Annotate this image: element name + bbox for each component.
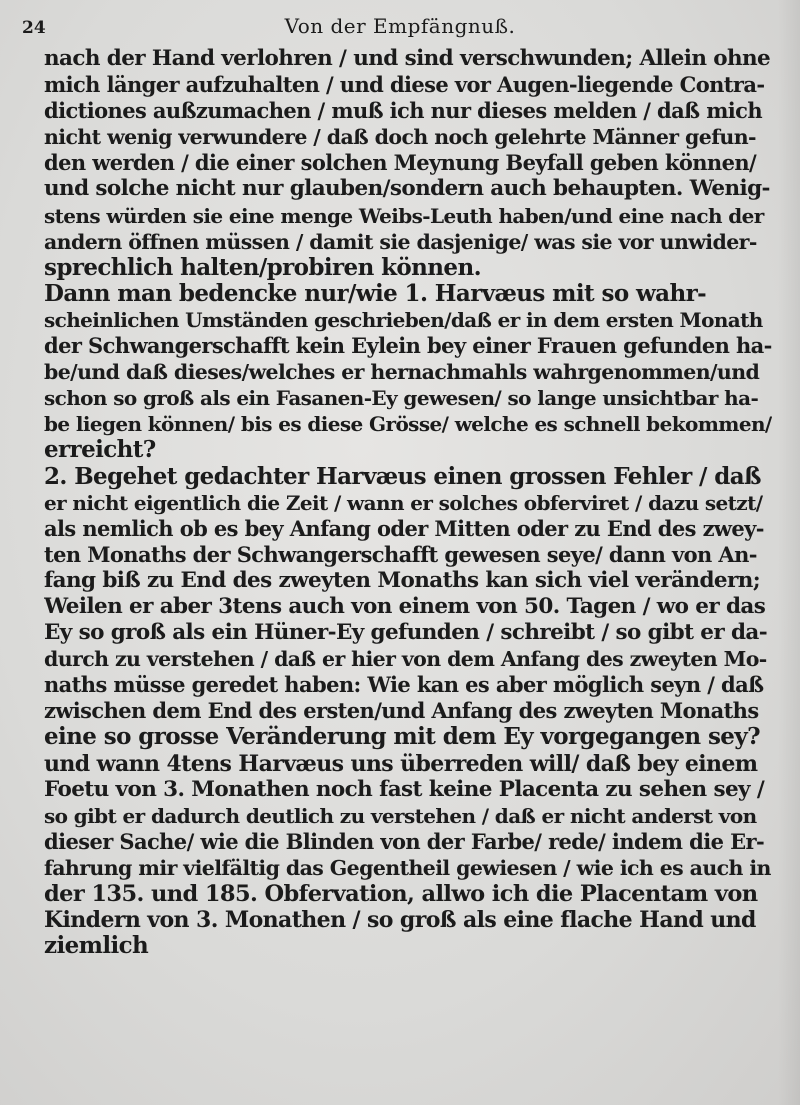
text-line: der Schwangerschafft kein Eylein bey einer Frauen gefunden ha-: [44, 333, 772, 359]
text-line: der 135. und 185. Obfervation, allwo ich die Placentam von: [44, 881, 758, 907]
body-text: [44, 46, 772, 959]
text-line: scheinlichen Umständen geschrieben/daß er in dem ersten Monath: [44, 307, 763, 332]
text-line: so gibt er dadurch deutlich zu verstehen / daß er nicht anderst von: [44, 803, 757, 828]
text-line: naths müsse geredet haben: Wie kan es aber möglich seyn / daß: [44, 672, 764, 698]
text-line: und wann 4tens Harvæus uns überreden will/ daß bey einem: [44, 750, 758, 777]
text-line: Foetu von 3. Monathen noch fast keine Placenta zu sehen sey /: [44, 776, 765, 802]
text-line: 2. Begehet gedachter Harvæus einen grossen Fehler / daß: [44, 463, 761, 490]
text-line: durch zu verstehen / daß er hier von dem Anfang des zweyten Mo-: [44, 647, 767, 672]
text-line: dictiones außzumachen / muß ich nur dieses melden / daß mich: [44, 98, 763, 124]
text-line: fahrung mir vielfältig das Gegentheil gewiesen / wie ich es auch in: [44, 855, 771, 880]
page-number: 24: [22, 18, 46, 38]
text-line: eine so grosse Veränderung mit dem Ey vorgegangen sey?: [44, 724, 760, 751]
text-line: nicht wenig verwundere / daß doch noch gelehrte Männer gefun-: [44, 125, 756, 150]
text-line: er nicht eigentlich die Zeit / wann er solches obferviret / dazu setzt/: [44, 490, 763, 515]
text-line: nach der Hand verlohren / und sind verschwunden; Allein ohne: [44, 46, 771, 71]
text-line: und solche nicht nur glauben/sondern auch behaupten. Wenig-: [44, 176, 770, 202]
page-header: [0, 12, 800, 42]
text-line: ten Monaths der Schwangerschafft gewesen seye/ dann von An-: [44, 541, 757, 567]
running-head: Von der Empfängnuß.: [284, 14, 516, 38]
text-line: den werden / die einer solchen Meynung Beyfall geben können/: [44, 150, 757, 176]
text-line: be/und daß dieses/welches er hernachmahls wahrgenommen/und: [44, 360, 760, 385]
text-line: sprechlich halten/probiren können.: [44, 254, 481, 281]
text-line: stens würden sie eine menge Weibs-Leuth haben/und eine nach der: [44, 203, 764, 228]
text-line: fang biß zu End des zweyten Monaths kan sich viel verändern;: [44, 567, 761, 593]
text-line: schon so groß als ein Fasanen-Ey gewesen/ so lange unsichtbar ha-: [44, 386, 759, 411]
text-line: dieser Sache/ wie die Blinden von der Farbe/ rede/ indem die Er-: [44, 828, 765, 854]
text-line: Kindern von 3. Monathen / so groß als eine flache Hand und: [44, 907, 756, 934]
text-line: Weilen er aber 3tens auch von einem von 50. Tagen / wo er das: [44, 593, 766, 619]
text-line: erreicht?: [44, 437, 156, 464]
text-line: andern öffnen müssen / damit sie dasjenige/ was sie vor unwider-: [44, 229, 757, 254]
text-line: Dann man bedencke nur/wie 1. Harvæus mit so wahr-: [44, 280, 707, 307]
text-line: mich länger aufzuhalten / und diese vor Augen-liegende Contra-: [44, 72, 765, 98]
scan-edge-shadow: [778, 0, 800, 1105]
text-line: zwischen dem End des ersten/und Anfang des zweyten Monaths: [44, 698, 759, 724]
text-line: als nemlich ob es bey Anfang oder Mitten oder zu End des zwey-: [44, 515, 764, 541]
text-line: ziemlich: [44, 933, 149, 960]
text-line: Ey so groß als ein Hüner-Ey gefunden / schreibt / so gibt er da-: [44, 620, 768, 646]
text-line: be liegen können/ bis es diese Grösse/ welche es schnell bekommen/: [44, 412, 772, 437]
